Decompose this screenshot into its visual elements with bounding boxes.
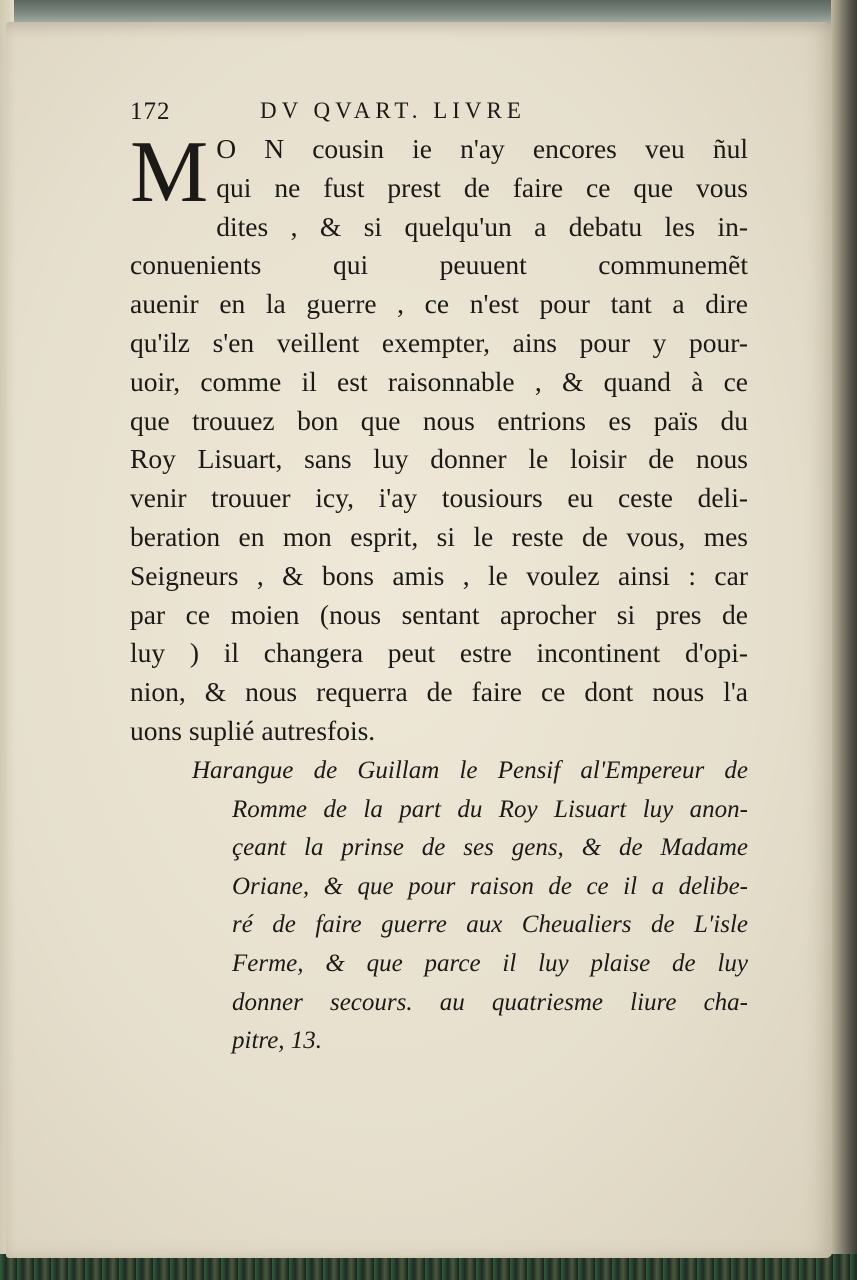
body-line: luy ) il changera peut estre incontinent d'opi- xyxy=(130,637,748,669)
book-binding-edge xyxy=(831,0,857,1280)
drop-cap: M xyxy=(130,124,209,221)
body-line: que trouuez bon que nous entrions es païs du xyxy=(130,404,748,436)
body-line: qu'ilz s'en veillent exempter, ains pour y pour- xyxy=(130,326,748,358)
body-line: Roy Lisuart, sans luy donner le loisir de nous xyxy=(130,443,748,475)
body-line: uons suplié autresfois. xyxy=(130,714,376,746)
body-line: uoir, comme il est raisonnable , & quand à ce xyxy=(130,365,748,397)
body-line: venir trouuer icy, i'ay tousiours eu ceste deli- xyxy=(130,482,748,514)
harangue-line: çeant la prinse de ses gens, & de Madame xyxy=(232,834,748,862)
body-line: beration en mon esprit, si le reste de vous, mes xyxy=(130,520,748,552)
main-paragraph xyxy=(130,124,748,751)
page-number: 172 xyxy=(130,98,171,125)
harangue-line: donner secours. au quatriesme liure cha- xyxy=(232,988,748,1016)
harangue-heading xyxy=(192,752,748,1061)
body-line: conuenients qui peuuent communemẽt xyxy=(130,249,748,281)
harangue-line: Romme de la part du Roy Lisuart luy anon- xyxy=(232,795,748,823)
running-title: DV QVART. LIVRE xyxy=(260,98,526,123)
body-line: auenir en la guerre , ce n'est pour tant a dire xyxy=(130,288,748,320)
body-line: dites , & si quelqu'un a debatu les in- xyxy=(216,210,748,242)
harangue-line: ré de faire guerre aux Cheualiers de L'isle xyxy=(232,911,748,939)
harangue-line: Oriane, & que pour raison de ce il a delibe- xyxy=(232,872,748,900)
body-line: qui ne fust prest de faire ce que vous xyxy=(216,171,748,203)
body-line: Seigneurs , & bons amis , le voulez ainsi : car xyxy=(130,559,748,591)
harangue-line: Ferme, & que parce il luy plaise de luy xyxy=(232,949,748,977)
body-line: O N cousin ie n'ay encores veu ñul xyxy=(216,133,748,164)
harangue-line: pitre, 13. xyxy=(232,1027,323,1055)
body-line: par ce moien (nous sentant aprocher si pres de xyxy=(130,598,748,630)
harangue-line: Harangue de Guillam le Pensif al'Empereur de xyxy=(192,757,748,784)
body-line: nion, & nous requerra de faire ce dont nous l'a xyxy=(130,676,748,708)
